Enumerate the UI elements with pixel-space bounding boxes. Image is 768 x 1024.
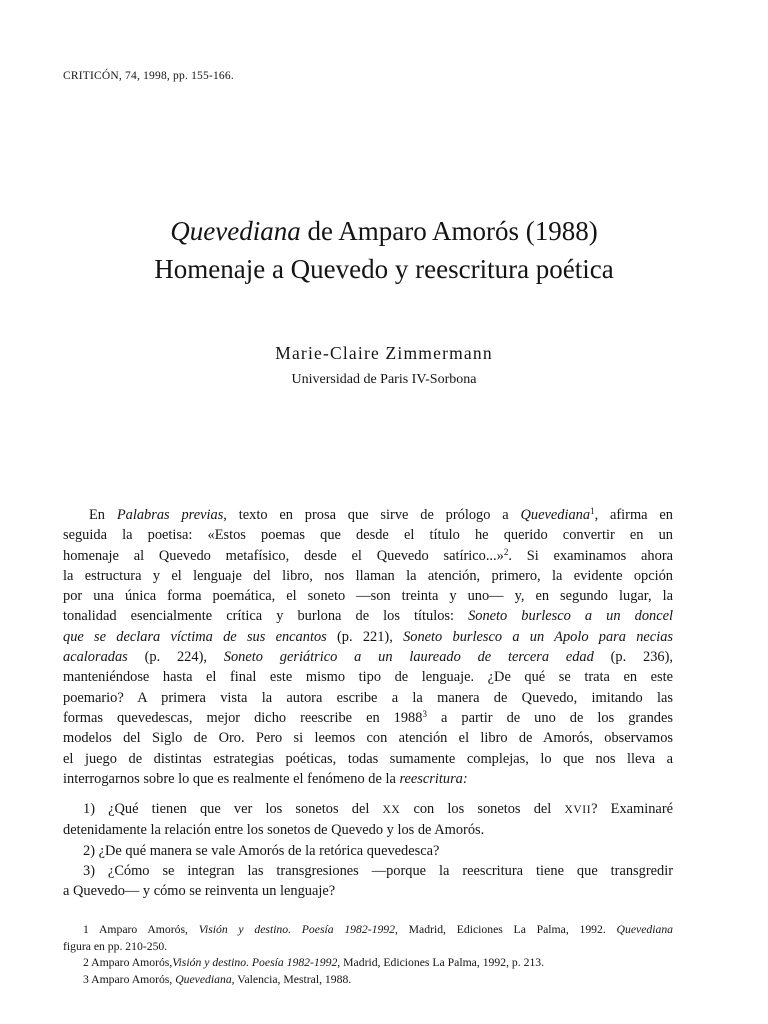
footnote-line-segment: Visión y destino. Poesía 1982-1992 — [198, 923, 395, 936]
title-line-2: Homenaje a Quevedo y reescritura poética — [154, 254, 614, 284]
paragraph-line-segment: el juego de distintas estrategias poéticas, todas sumamente complejas, lo que nos lleva a — [63, 750, 673, 767]
paragraph-line — [63, 525, 673, 545]
question-line-segment: detenidamente la relación entre los sonetos de Quevedo y los de Amorós. — [63, 822, 485, 839]
paragraph-line-segment: que se declara víctima de sus encantos — [63, 628, 327, 645]
paragraph-line — [63, 566, 673, 586]
paragraph-line — [63, 667, 673, 687]
question-line — [63, 841, 673, 861]
paragraph-line-segment: Palabras previas — [116, 507, 224, 523]
paragraph-line — [63, 586, 673, 606]
footnote-line — [63, 922, 673, 939]
footnote-line-segment: Quevediana, — [175, 972, 235, 986]
question-line-segment: ? Examinaré — [591, 801, 673, 818]
paragraph-line-segment: , afirma en — [594, 507, 673, 523]
paragraph-line — [63, 708, 673, 728]
paragraph-line-segment: manteniéndose hasta el final este mismo tipo de lenguaje. ¿De qué se trata en este — [63, 669, 673, 686]
question-line-segment: con los sonetos del — [400, 801, 565, 818]
author-name: Marie-Claire Zimmermann — [275, 343, 493, 363]
paragraph-line — [63, 728, 673, 748]
paragraph-line-segment: (p. 221), — [326, 628, 404, 645]
paragraph-line — [63, 749, 673, 769]
paragraph-line-segment: . Si examinamos ahora — [508, 547, 674, 564]
intro-paragraph — [63, 505, 673, 789]
paragraph-gap — [63, 789, 673, 799]
paragraph-line-segment: modelos del Siglo de Oro. Pero si leemos con atención el libro de Amorós, observamos — [63, 730, 673, 747]
paragraph-line-segment: formas quevedescas, mejor dicho reescribe en 1988 — [63, 709, 423, 726]
paragraph-line-segment: la estructura y el lenguaje del libro, nos llaman la atención, primero, la evidente opción — [63, 567, 673, 584]
paragraph-line — [63, 606, 673, 626]
paragraph-line-segment: (p. 224), — [127, 649, 224, 666]
paragraph-line-segment: a partir de uno de los grandes — [426, 709, 673, 726]
paragraph-line-segment: 2 — [503, 546, 509, 557]
paragraph-line — [63, 546, 673, 566]
paragraph-line-segment: (p. 236), — [593, 649, 674, 666]
paragraph-line-segment: poemario? A primera vista la autora escribe a la manera de Quevedo, imitando las — [63, 689, 673, 706]
question-line-segment: XX — [382, 804, 401, 817]
question-line — [63, 799, 673, 820]
title-italic-part: Quevediana — [170, 216, 301, 246]
paragraph-line-segment: tonalidad esencialmente crítica y burlona de los títulos: — [63, 608, 469, 625]
paragraph-line-segment: 1 — [590, 506, 595, 516]
paragraph-line-segment: reescritura: — [399, 770, 468, 787]
title-line-1-rest: de Amparo Amorós (1988) — [300, 216, 598, 246]
paragraph-line — [63, 688, 673, 708]
author-affiliation: Universidad de Paris IV-Sorbona — [291, 372, 477, 387]
paragraph-line-segment: homenaje al Quevedo metafísico, desde el Quevedo satírico...» — [63, 547, 504, 564]
question-line-segment: 2) ¿De qué manera se vale Amorós de la retórica quevedesca? — [83, 842, 440, 859]
footnote-line — [63, 939, 673, 956]
footnote-line-segment: Amparo Amorós, — [91, 956, 173, 969]
question-line — [63, 861, 673, 881]
question-line-segment: 1) ¿Qué tienen que ver los sonetos del — [83, 801, 383, 818]
footnote-line-segment: Visión y destino. Poesía 1982-1992 — [172, 956, 338, 969]
paragraph-line-segment: acaloradas — [63, 649, 128, 666]
footnote-line-segment: Amparo Amorós, — [91, 972, 176, 986]
paragraph-line-segment: En — [89, 507, 117, 523]
paragraph-line — [63, 647, 673, 667]
question-line — [63, 881, 673, 901]
footnote-line-segment: 3 — [83, 972, 92, 986]
footnote-line-segment: , Madrid, Ediciones La Palma, 1992, p. 213. — [337, 956, 545, 969]
paragraph-line-segment: , texto en prosa que sirve de prólogo a — [223, 507, 521, 523]
paragraph-line-segment: Soneto burlesco a un Apolo para necias — [403, 628, 673, 645]
paragraph-line-segment: Soneto burlesco a un doncel — [468, 608, 674, 625]
footnote-line-segment: , Madrid, Ediciones La Palma, 1992. — [394, 923, 617, 936]
journal-reference: CRITICÓN, 74, 1998, pp. 155-166. — [63, 70, 234, 82]
question-line-segment: 3) ¿Cómo se integran las transgresiones —porque la reescritura tiene que transgredir — [83, 863, 673, 880]
footnote-line-segment: 2 — [83, 956, 92, 969]
question-line-segment: XVII — [564, 804, 592, 817]
paragraph-line-segment: interrogarnos sobre lo que es realmente el fenómeno de la — [63, 770, 400, 787]
footnote-line-segment: 1 — [83, 923, 99, 936]
question-line-segment: a Quevedo— y cómo se reinventa un lenguaje? — [63, 883, 336, 900]
paragraph-line — [63, 505, 673, 525]
footnote-line — [63, 972, 673, 989]
footnote-line — [63, 955, 673, 972]
question-line — [63, 820, 673, 840]
main-text — [63, 505, 673, 902]
article-title — [0, 212, 768, 288]
paragraph-line-segment: seguida la poetisa: «Estos poemas que desde el título he querido convertir en un — [63, 527, 673, 544]
paragraph-line — [63, 627, 673, 647]
paragraph-line-segment: Quevediana — [520, 507, 591, 523]
footnote-line-segment: Quevediana — [616, 923, 674, 936]
title-line-1 — [0, 212, 768, 250]
paragraph-line-segment: Soneto geriátrico a un laureado de tercera edad — [223, 649, 594, 666]
footnotes — [63, 922, 673, 988]
paragraph-line-segment: por una única forma poemática, el soneto —son treinta y uno— y, en segundo lugar, la — [63, 588, 673, 605]
paragraph-line-segment: 3 — [422, 708, 427, 719]
footnote-line-segment: figura en pp. 210-250. — [63, 939, 168, 953]
research-questions — [63, 799, 673, 901]
footnote-line-segment: Valencia, Mestral, 1988. — [234, 972, 352, 986]
paragraph-line — [63, 769, 673, 789]
footnote-line-segment: Amparo Amorós, — [98, 923, 199, 936]
